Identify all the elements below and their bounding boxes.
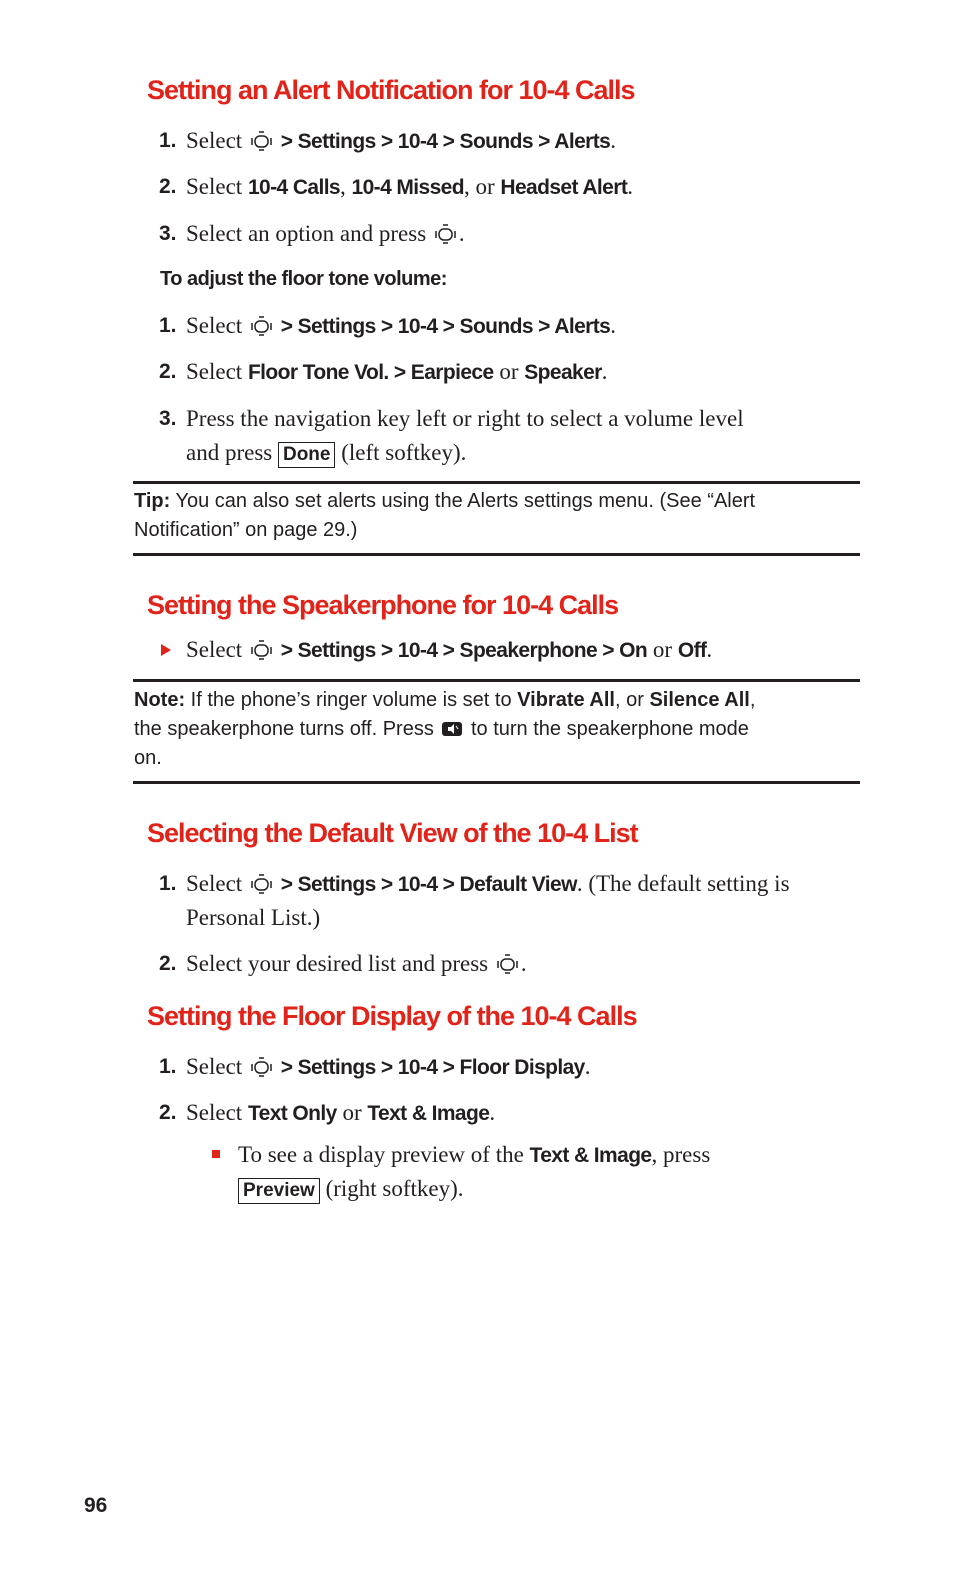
step-post: (left softkey). bbox=[341, 440, 467, 465]
step-text-line1: Press the navigation key left or right to select a volume level bbox=[186, 406, 744, 431]
punct: . bbox=[627, 174, 633, 199]
step-number: 1. bbox=[159, 872, 177, 895]
option-10-4-calls: 10-4 Calls bbox=[247, 176, 341, 199]
note-line3: on. bbox=[134, 747, 162, 769]
option-off: Off bbox=[677, 639, 707, 662]
menu-ok-key-icon bbox=[434, 223, 457, 245]
punct: . bbox=[584, 1054, 591, 1079]
menu-path: > Settings > 10-4 > Sounds > Alerts bbox=[280, 315, 611, 338]
step-number: 1. bbox=[159, 314, 177, 337]
step-pre: and press bbox=[186, 440, 273, 465]
bullet-text-line1 bbox=[238, 1138, 710, 1173]
punct: , or bbox=[463, 174, 495, 199]
step-pre: Select bbox=[186, 174, 243, 199]
note-text: to turn the speakerphone mode bbox=[470, 718, 749, 740]
page-number: 96 bbox=[84, 1494, 108, 1517]
punct: . bbox=[458, 221, 465, 246]
conjunction: or bbox=[652, 637, 673, 662]
done-softkey: Done bbox=[278, 442, 336, 468]
option-text-only: Text Only bbox=[247, 1102, 337, 1125]
option-floor-tone-earpiece: Floor Tone Vol. > Earpiece bbox=[247, 361, 494, 384]
note-rule-top bbox=[133, 679, 860, 682]
tip-rule-bottom bbox=[133, 553, 860, 556]
punct: , bbox=[340, 174, 346, 199]
step-pre: Select bbox=[186, 1054, 243, 1079]
note-line1 bbox=[134, 686, 858, 715]
punct: , bbox=[749, 689, 756, 711]
option-10-4-missed: 10-4 Missed bbox=[351, 176, 464, 199]
section-title-floor-display: Setting the Floor Display of the 10-4 Calls bbox=[147, 1001, 637, 1031]
menu-ok-key-icon bbox=[250, 130, 273, 152]
step-pre: Select your desired list and press bbox=[186, 951, 489, 976]
step-text bbox=[186, 1050, 591, 1085]
conjunction: or bbox=[342, 1100, 362, 1125]
step-number: 2. bbox=[159, 952, 177, 975]
step-number: 2. bbox=[159, 175, 177, 198]
menu-ok-key-icon bbox=[250, 315, 273, 337]
step-pre: Select an option and press bbox=[186, 221, 427, 246]
punct: . bbox=[610, 128, 616, 153]
option-text-image: Text & Image bbox=[529, 1144, 652, 1167]
bullet-square-icon bbox=[212, 1150, 220, 1158]
section-title-speakerphone: Setting the Speakerphone for 10-4 Calls bbox=[147, 590, 619, 620]
section-title-alert-notification: Setting an Alert Notification for 10-4 Calls bbox=[147, 75, 635, 105]
note-text: the speakerphone turns off. Press bbox=[134, 718, 434, 740]
option-headset-alert: Headset Alert bbox=[500, 176, 628, 199]
tip-line1 bbox=[134, 487, 858, 516]
speaker-key-icon bbox=[442, 722, 462, 736]
step-text bbox=[186, 217, 465, 251]
step-text bbox=[186, 170, 633, 205]
tip-box bbox=[134, 487, 858, 545]
step-pre: Select bbox=[186, 359, 243, 384]
punct: . bbox=[489, 1100, 496, 1125]
punct: . bbox=[520, 951, 527, 976]
note-silence-all: Silence All bbox=[649, 689, 750, 711]
punct: . bbox=[601, 359, 608, 384]
tip-line2: Notification” on page 29.) bbox=[134, 519, 358, 541]
option-speaker: Speaker bbox=[524, 361, 602, 384]
step-text bbox=[186, 124, 616, 159]
tip-text: You can also set alerts using the Alerts settings menu. (See “Alert bbox=[175, 490, 756, 512]
menu-ok-key-icon bbox=[250, 1056, 273, 1078]
step-text bbox=[186, 355, 608, 390]
step-pre: Select bbox=[186, 871, 243, 896]
note-box bbox=[134, 686, 858, 773]
note-text: If the phone’s ringer volume is set to bbox=[190, 689, 512, 711]
step-pre: Select bbox=[186, 1100, 243, 1125]
step-text bbox=[186, 947, 527, 981]
step-text bbox=[186, 1096, 495, 1131]
step-text-line2: Personal List.) bbox=[186, 905, 321, 930]
option-text-image: Text & Image bbox=[367, 1102, 490, 1125]
conjunction: or bbox=[499, 359, 519, 384]
section-title-default-view: Selecting the Default View of the 10-4 List bbox=[147, 818, 638, 848]
note-label: Note: bbox=[134, 689, 186, 711]
punct: . bbox=[610, 313, 616, 338]
bullet-post: (right softkey). bbox=[325, 1176, 464, 1201]
step-text bbox=[186, 867, 790, 902]
step-number: 1. bbox=[159, 1055, 177, 1078]
tip-label: Tip: bbox=[134, 490, 171, 512]
step-pre: Select bbox=[186, 637, 243, 662]
note-vibrate-all: Vibrate All bbox=[517, 689, 615, 711]
bullet-text-line2 bbox=[238, 1172, 464, 1206]
menu-path: > Settings > 10-4 > Sounds > Alerts bbox=[280, 130, 611, 153]
speaker-step bbox=[186, 633, 712, 668]
step-number: 1. bbox=[159, 129, 177, 152]
step-number: 3. bbox=[159, 222, 177, 245]
preview-softkey: Preview bbox=[238, 1178, 320, 1204]
step-number: 2. bbox=[159, 360, 177, 383]
menu-ok-key-icon bbox=[250, 639, 273, 661]
note-rule-bottom bbox=[133, 781, 860, 784]
menu-path: > Settings > 10-4 > Default View bbox=[280, 873, 577, 896]
menu-ok-key-icon bbox=[496, 953, 519, 975]
step-pre: Select bbox=[186, 128, 243, 153]
bullet-pre: To see a display preview of the bbox=[238, 1142, 524, 1167]
tip-rule-top bbox=[133, 481, 860, 484]
bullet-arrow-icon bbox=[161, 644, 171, 656]
menu-ok-key-icon bbox=[250, 873, 273, 895]
step-number: 2. bbox=[159, 1101, 177, 1124]
bullet-post: , press bbox=[651, 1142, 711, 1167]
menu-path: > Settings > 10-4 > Floor Display bbox=[280, 1056, 585, 1079]
punct: . bbox=[706, 637, 713, 662]
step-pre: Select bbox=[186, 313, 243, 338]
note-text: , or bbox=[614, 689, 644, 711]
menu-path: > Settings > 10-4 > Speakerphone > On bbox=[280, 639, 648, 662]
step-text bbox=[186, 309, 616, 344]
step-post: . (The default setting is bbox=[576, 871, 790, 896]
step-text-line2 bbox=[186, 436, 466, 470]
subheading-floor-tone: To adjust the floor tone volume: bbox=[160, 268, 447, 290]
note-line2 bbox=[134, 715, 858, 744]
step-number: 3. bbox=[159, 407, 177, 430]
